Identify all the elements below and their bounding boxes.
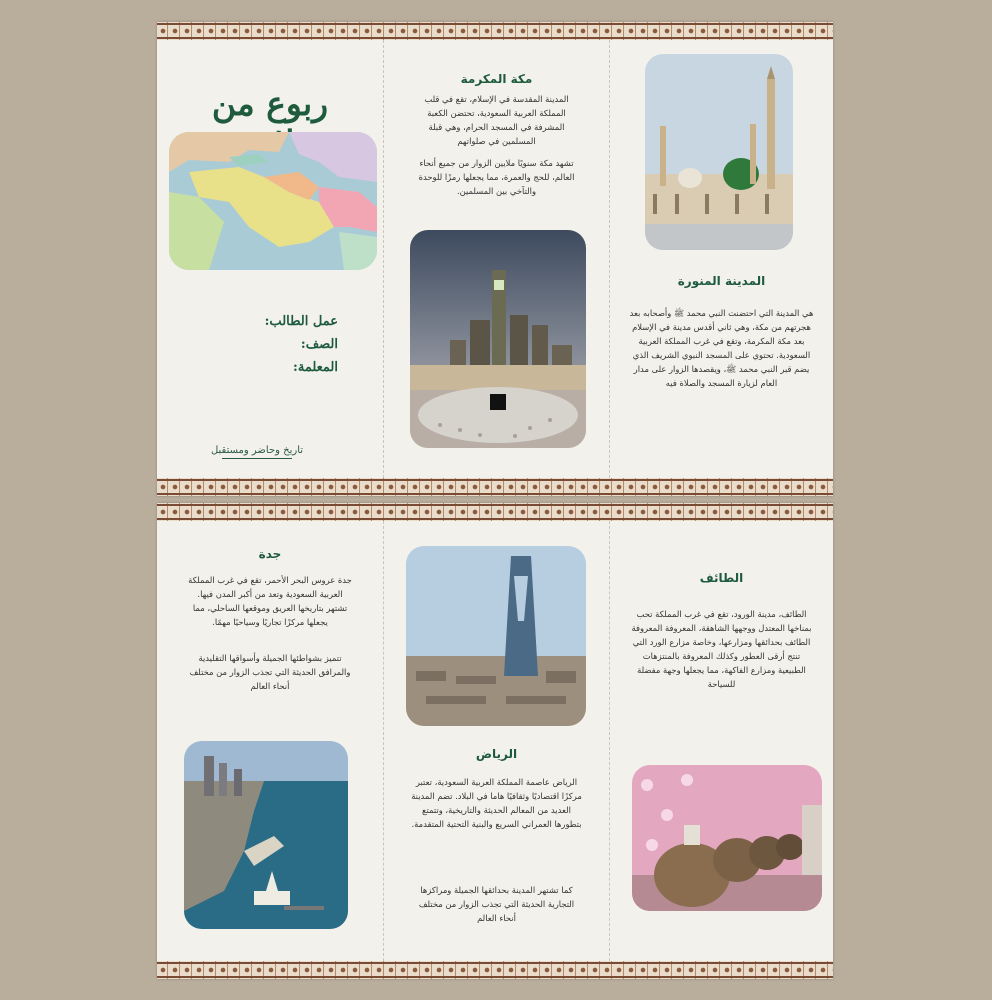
makkah-panel bbox=[383, 40, 609, 478]
jeddah-paragraph-1: جدة عروس البحر الأحمر، تقع في غرب المملكة العربية السعودية وتعد من أكبر المدن فيها. تشتهر بتاريخها العريق وموقعها الساحلي، مما يجعلها مركزًا تجاريًا وسياحيًا مهمًا. bbox=[188, 575, 352, 627]
ornamental-border-bottom bbox=[157, 478, 833, 496]
calligraphy-signature: تاريخ وحاضر ومستقبل bbox=[197, 445, 317, 459]
riyadh-paragraph-2: كما تشتهر المدينة بحدائقها الجميلة ومراكزها التجارية الحديثة التي تجذب الزوار من مختلف أنحاء العالم bbox=[418, 885, 575, 923]
madinah-heading: المدينة المنورة bbox=[677, 274, 766, 288]
jeddah-coast-photo bbox=[184, 741, 348, 929]
map-image bbox=[169, 132, 377, 270]
riyadh-heading: الرياض bbox=[475, 747, 518, 761]
kingdom-tower-photo bbox=[406, 546, 586, 726]
taif-panel bbox=[609, 521, 833, 961]
brochure-outside-sheet bbox=[157, 22, 833, 496]
rose-distillery-photo bbox=[632, 765, 822, 911]
ornamental-border-top bbox=[157, 503, 833, 521]
jeddah-panel bbox=[157, 521, 383, 961]
prophets-mosque-photo bbox=[645, 54, 793, 250]
madinah-panel bbox=[609, 40, 833, 478]
cover-panel bbox=[157, 40, 383, 478]
teacher-field: المعلمة: bbox=[293, 360, 338, 375]
class-field: الصف: bbox=[300, 337, 338, 352]
kaaba-clocktower-photo bbox=[410, 230, 586, 448]
jeddah-heading: جدة bbox=[258, 547, 282, 561]
riyadh-paragraph-1: الرياض عاصمة المملكة العربية السعودية، تعتبر مركزًا اقتصاديًا وثقافيًا هاما في البلاد. تضم المدينة العديد من المعالم الحديثة والتاريخية، وتتمتع بتطورها العمراني السريع والبنية التحتية المتقدمة. bbox=[411, 777, 582, 829]
jeddah-paragraph-2: تتميز بشواطئها الجميلة وأسواقها التقليدية والمرافق الحديثة التي تجذب الزوار من مختلف أنحاء العالم bbox=[189, 653, 351, 691]
taif-paragraph: الطائف، مدينة الورود، تقع في غرب المملكة تحب بمناخها المعتدل ووجهها الشاهقة، المعروفة المعروفة الطائف بحدائقها ومزارعها، وخاصة مزارع الورد التي تنتج أرقى العطور وكذلك المعروفة بالمنتزهات الطبيعية ومزارع الفاكهة، مما يجعلها وجهة مفضلة للسياحة bbox=[631, 609, 812, 689]
makkah-paragraph-1: المدينة المقدسة في الإسلام، تقع في قلب المملكة العربية السعودية، تحتضن الكعبة المشرفة في المسجد الحرام، وهي قبلة المسلمين في صلواتهم bbox=[424, 94, 569, 146]
brochure-title: ربوع من bbox=[211, 84, 329, 123]
student-name-field: عمل الطالب: bbox=[264, 314, 338, 329]
makkah-heading: مكة المكرمة bbox=[460, 72, 533, 86]
cover-fields bbox=[265, 310, 338, 379]
ornamental-border-top bbox=[157, 22, 833, 40]
riyadh-panel bbox=[383, 521, 609, 961]
brochure-inside-sheet bbox=[157, 503, 833, 979]
makkah-paragraph-2: تشهد مكة سنويًا ملايين الزوار من جميع أنحاء العالم، للحج والعمرة، مما يجعلها رمزًا للوحدة والتآخي بين المسلمين. bbox=[418, 158, 575, 196]
ornamental-border-bottom bbox=[157, 961, 833, 979]
madinah-paragraph: هي المدينة التي احتضنت النبي محمد ﷺ وأصحابه بعد هجرتهم من مكة، وهي ثاني أقدس مدينة في الإسلام بعد مكة المكرمة، وتقع في غرب المملكة العربية السعودية. تحتوي على المسجد النبوي الشريف الذي يضم قبر النبي محمد ﷺ، ويقصدها الزوار على مدار العام لزيارة المسجد والصلاة فيه bbox=[629, 308, 814, 388]
taif-heading: الطائف bbox=[699, 571, 744, 585]
